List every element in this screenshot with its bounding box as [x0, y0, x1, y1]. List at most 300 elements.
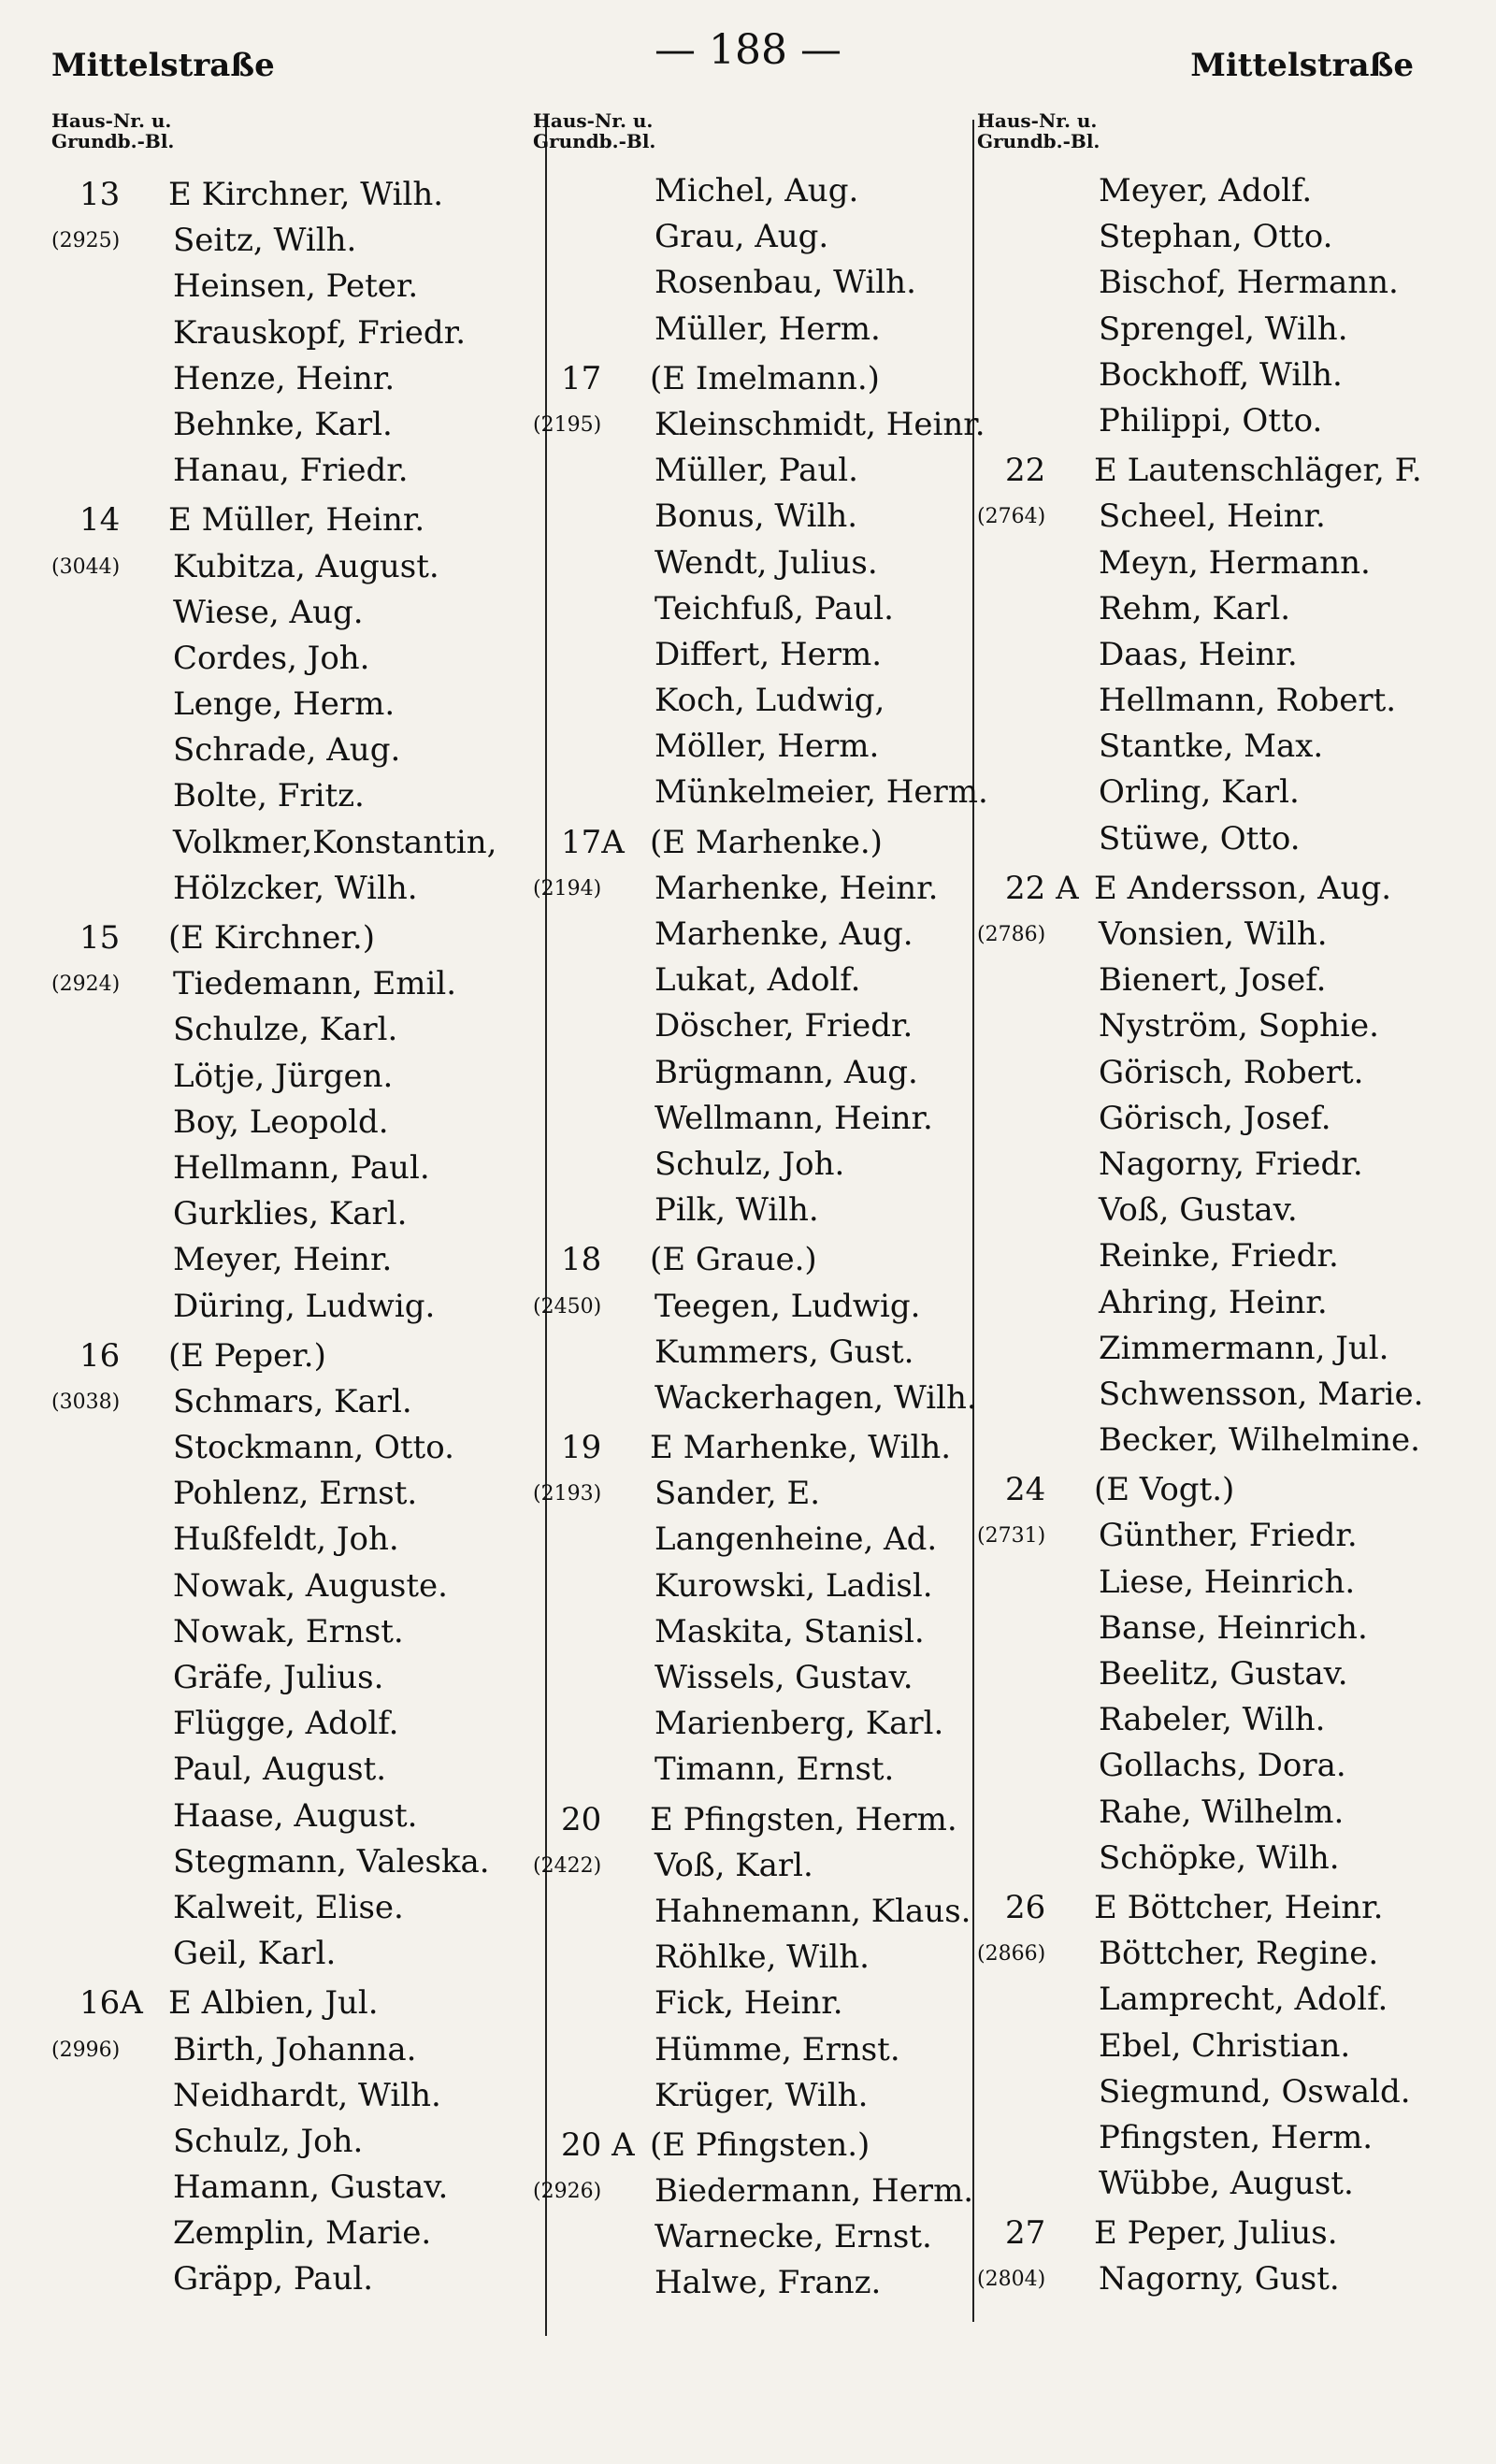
owner-entry: (E Marhenke.) [650, 823, 883, 861]
resident-name: Döscher, Friedr. [654, 1007, 913, 1045]
column-2 [533, 109, 988, 2307]
grundbuch-number: (2925) [51, 229, 121, 253]
directory-entry [51, 728, 500, 773]
directory-entry [977, 1885, 1426, 1931]
directory-entry [51, 544, 500, 590]
directory-entry [977, 1467, 1426, 1513]
directory-entry [533, 1096, 982, 1142]
directory-entry [51, 1146, 500, 1191]
directory-entry [977, 1560, 1426, 1606]
directory-entry [977, 1606, 1426, 1651]
directory-entry [977, 770, 1426, 815]
house-number: 26 [1005, 1888, 1046, 1926]
directory-entry [533, 1889, 982, 1935]
owner-entry: E Müller, Heinr. [168, 501, 425, 540]
column-header [51, 110, 500, 168]
resident-name: Gollachs, Dora. [1099, 1747, 1346, 1785]
resident-name: Marhenke, Aug. [654, 915, 913, 953]
directory-entry [51, 636, 500, 682]
directory-entry [533, 260, 982, 306]
directory-entry [533, 1935, 982, 1981]
directory-entry [533, 1376, 982, 1421]
resident-name: Haase, August. [173, 1796, 418, 1835]
resident-name: Scheel, Heinr. [1099, 497, 1326, 536]
directory-entry [533, 448, 982, 494]
resident-name: Cordes, Joh. [173, 639, 370, 677]
directory-entry [977, 168, 1426, 214]
resident-name: Voß, Karl. [654, 1846, 813, 1884]
resident-name: Hellmann, Paul. [173, 1148, 430, 1187]
grundbuch-number: (2194) [533, 876, 602, 901]
directory-entry [977, 678, 1426, 724]
column-3 [977, 110, 1426, 2303]
directory-entry [51, 497, 500, 543]
grundbuch-number: (2195) [533, 412, 602, 437]
directory-entry [977, 1280, 1426, 1326]
resident-name: Stantke, Max. [1099, 728, 1324, 766]
directory-entry [51, 820, 500, 866]
resident-name: Pohlenz, Ernst. [173, 1475, 418, 1513]
resident-name: Pfingsten, Herm. [1099, 2118, 1374, 2156]
directory-entry [977, 1233, 1426, 1279]
directory-entry [977, 1743, 1426, 1789]
resident-name: Banse, Heinrich. [1099, 1608, 1368, 1647]
resident-name: Lukat, Adolf. [654, 961, 861, 1000]
column-header-line: Grundb.-Bl. [977, 130, 1100, 152]
directory-entry [977, 2161, 1426, 2207]
resident-name: Flügge, Adolf. [173, 1705, 399, 1743]
directory-entry [533, 307, 982, 353]
resident-name: Daas, Heinr. [1099, 635, 1298, 673]
owner-entry: E Pfingsten, Herm. [650, 1800, 957, 1838]
directory-entry [51, 2119, 500, 2165]
directory-entry [51, 1379, 500, 1425]
resident-name: Stockmann, Otto. [173, 1429, 454, 1467]
directory-entry [977, 1142, 1426, 1188]
resident-name: Günther, Friedr. [1099, 1517, 1358, 1555]
resident-name: Ahring, Heinr. [1099, 1283, 1328, 1321]
directory-entry [51, 1191, 500, 1237]
directory-entry [977, 353, 1426, 398]
resident-name: Philippi, Otto. [1099, 401, 1323, 439]
house-number: 20 A [561, 2125, 635, 2164]
resident-name: Stegmann, Valeska. [173, 1842, 490, 1880]
resident-name: Rabeler, Wilh. [1099, 1701, 1326, 1739]
grundbuch-number: (2804) [977, 2268, 1046, 2292]
directory-entry [533, 1843, 982, 1889]
owner-entry: (E Peper.) [168, 1336, 326, 1375]
directory-entry [533, 540, 982, 586]
directory-entry [533, 356, 982, 402]
resident-name: Becker, Wilhelmine. [1099, 1421, 1420, 1460]
resident-name: Möller, Herm. [654, 728, 880, 766]
directory-entry [533, 1517, 982, 1563]
resident-name: Volkmer,Konstantin, [173, 823, 497, 861]
grundbuch-number: (3038) [51, 1390, 121, 1414]
directory-entry [533, 678, 982, 724]
resident-name: Geil, Karl. [173, 1935, 337, 1973]
owner-entry: E Peper, Julius. [1094, 2214, 1338, 2253]
directory-entry [977, 2024, 1426, 2069]
directory-entry [977, 2256, 1426, 2302]
directory-entry [533, 724, 982, 770]
house-number: 22 [1005, 452, 1046, 490]
directory-entry [977, 1418, 1426, 1463]
directory-entry [51, 1471, 500, 1517]
directory-entry [977, 448, 1426, 494]
directory-entry [51, 590, 500, 636]
house-number: 14 [79, 501, 121, 540]
grundbuch-number: (3044) [51, 555, 121, 579]
directory-entry [533, 494, 982, 540]
directory-entry [533, 2073, 982, 2119]
directory-entry [533, 2123, 982, 2169]
grundbuch-number: (2764) [977, 505, 1046, 529]
resident-name: Schulz, Joh. [654, 1145, 845, 1183]
directory-entry [51, 1981, 500, 2026]
directory-entry [51, 1701, 500, 1747]
resident-name: Bockhoff, Wilh. [1099, 355, 1343, 394]
resident-name: Warnecke, Ernst. [654, 2218, 932, 2256]
directory-entry [977, 1096, 1426, 1142]
grundbuch-number: (2786) [977, 923, 1046, 946]
house-number: 19 [561, 1429, 602, 1467]
resident-name: Rahe, Wilhelm. [1099, 1793, 1345, 1831]
directory-entry [533, 1284, 982, 1330]
house-number: 20 [561, 1800, 602, 1838]
directory-entry [533, 1142, 982, 1188]
directory-entry [51, 2073, 500, 2119]
resident-name: Hußfeldt, Joh. [173, 1520, 399, 1559]
directory-entry [977, 1697, 1426, 1743]
resident-name: Görisch, Josef. [1099, 1099, 1331, 1137]
directory-entry [533, 168, 982, 214]
house-number: 17A [561, 823, 625, 861]
resident-name: Münkelmeier, Herm. [654, 773, 988, 812]
directory-entry [533, 632, 982, 678]
resident-name: Kurowski, Ladisl. [654, 1566, 933, 1605]
owner-entry: (E Pfingsten.) [650, 2125, 870, 2164]
directory-entry [533, 1425, 982, 1471]
owner-entry: E Böttcher, Heinr. [1094, 1888, 1384, 1926]
resident-name: Seitz, Wilh. [173, 222, 357, 260]
resident-name: Gräpp, Paul. [173, 2260, 374, 2298]
directory-entry [51, 1931, 500, 1977]
resident-name: Kleinschmidt, Heinr. [654, 405, 985, 443]
directory-entry [533, 1797, 982, 1843]
directory-entry [977, 540, 1426, 586]
resident-name: Paul, August. [173, 1751, 387, 1789]
directory-entry [533, 912, 982, 958]
resident-name: Sprengel, Wilh. [1099, 310, 1348, 348]
resident-name: Michel, Aug. [654, 172, 859, 209]
column-header-line: Haus-Nr. u. [51, 109, 172, 132]
grundbuch-number: (2422) [533, 1853, 602, 1878]
resident-name: Nyström, Sophie. [1099, 1007, 1379, 1045]
directory-entry [533, 1747, 982, 1793]
resident-name: Bonus, Wilh. [654, 497, 858, 536]
resident-name: Orling, Karl. [1099, 773, 1300, 812]
resident-name: Nowak, Ernst. [173, 1612, 404, 1650]
resident-name: Voß, Gustav. [1099, 1191, 1298, 1230]
resident-name: Schrade, Aug. [173, 731, 401, 770]
directory-entry [977, 214, 1426, 260]
directory-entry [51, 1284, 500, 1330]
resident-name: Maskita, Stanisl. [654, 1612, 925, 1650]
resident-name: Wiese, Aug. [173, 593, 364, 631]
directory-entry [533, 402, 985, 448]
grundbuch-number: (2924) [51, 973, 121, 997]
resident-name: Marienberg, Karl. [654, 1705, 944, 1743]
column-header [977, 110, 1426, 168]
directory-entry [977, 1513, 1426, 1559]
directory-entry [533, 1188, 982, 1233]
grundbuch-number: (2926) [533, 2180, 602, 2204]
resident-name: Halwe, Franz. [654, 2264, 882, 2302]
directory-entry [51, 264, 500, 310]
resident-name: Kummers, Gust. [654, 1333, 914, 1371]
directory-entry [977, 398, 1426, 444]
house-number: 16 [79, 1336, 121, 1375]
resident-name: Nagorny, Friedr. [1099, 1145, 1363, 1183]
owner-entry: (E Imelmann.) [650, 359, 880, 397]
resident-name: Zemplin, Marie. [173, 2214, 432, 2253]
directory-entry [51, 1747, 500, 1793]
owner-entry: E Albien, Jul. [168, 1984, 379, 2023]
directory-entry [51, 1007, 500, 1053]
resident-name: Sander, E. [654, 1475, 821, 1513]
directory-entry [977, 1931, 1426, 1977]
column-header-line: Grundb.-Bl. [51, 130, 175, 152]
resident-name: Müller, Herm. [654, 310, 881, 348]
resident-name: Zimmermann, Jul. [1099, 1329, 1389, 1367]
resident-name: Hümme, Ernst. [654, 2030, 900, 2068]
resident-name: Wellmann, Heinr. [654, 1099, 933, 1137]
resident-name: Grau, Aug. [654, 218, 829, 256]
resident-name: Kalweit, Elise. [173, 1888, 404, 1926]
grundbuch-number: (2731) [977, 1524, 1046, 1549]
directory-entry [533, 1701, 982, 1747]
resident-name: Differt, Herm. [654, 635, 883, 673]
resident-name: Lenge, Herm. [173, 685, 396, 724]
directory-entry [533, 214, 982, 260]
resident-name: Nagorny, Gust. [1099, 2260, 1340, 2298]
directory-entry [977, 1372, 1426, 1418]
resident-name: Rosenbau, Wilh. [654, 264, 916, 302]
resident-name: Rehm, Karl. [1099, 589, 1291, 627]
directory-entry [51, 2211, 500, 2256]
directory-entry [51, 172, 500, 218]
resident-name: Schwensson, Marie. [1099, 1375, 1424, 1413]
running-head-left: Mittelstraße [51, 47, 275, 84]
resident-name: Hellmann, Robert. [1099, 682, 1397, 720]
resident-name: Fick, Heinr. [654, 1984, 843, 2023]
directory-entry [533, 2260, 982, 2306]
directory-entry [51, 1425, 500, 1471]
directory-entry [533, 1609, 982, 1655]
resident-name: Gurklies, Karl. [173, 1195, 408, 1233]
directory-entry [977, 632, 1426, 678]
directory-entry [533, 2214, 982, 2260]
resident-name: Lötje, Jürgen. [173, 1057, 394, 1095]
directory-entry [533, 1330, 982, 1376]
directory-entry [51, 1794, 500, 1839]
directory-entry [977, 1790, 1426, 1836]
owner-entry: (E Vogt.) [1094, 1471, 1235, 1509]
house-number: 24 [1005, 1471, 1046, 1509]
owner-entry: E Lautenschläger, F. [1094, 452, 1422, 490]
column-header-line: Grundb.-Bl. [533, 130, 656, 152]
house-number: 15 [79, 919, 121, 957]
owner-entry: E Andersson, Aug. [1094, 869, 1392, 907]
resident-name: Hanau, Friedr. [173, 452, 409, 490]
resident-name: Nowak, Auguste. [173, 1566, 448, 1605]
directory-entry [533, 1003, 982, 1049]
resident-name: Bienert, Josef. [1099, 961, 1327, 1000]
resident-name: Meyer, Heinr. [173, 1241, 393, 1279]
resident-name: Hamann, Gustav. [173, 2169, 449, 2207]
resident-name: Ebel, Christian. [1099, 2026, 1351, 2065]
resident-name: Reinke, Friedr. [1099, 1237, 1339, 1275]
directory-entry [977, 912, 1426, 958]
directory-entry [51, 2256, 500, 2302]
resident-name: Tiedemann, Emil. [173, 965, 457, 1003]
directory-entry [51, 1054, 500, 1100]
directory-entry [51, 2165, 500, 2211]
directory-entry [51, 310, 500, 356]
directory-entry [51, 1517, 500, 1563]
resident-name: Marhenke, Heinr. [654, 869, 939, 907]
directory-entry [51, 448, 500, 494]
directory-entry [533, 1237, 982, 1283]
house-number: 17 [561, 359, 602, 397]
directory-entry [533, 586, 982, 632]
resident-name: Müller, Paul. [654, 452, 858, 490]
resident-name: Görisch, Robert. [1099, 1053, 1364, 1091]
resident-name: Wendt, Julius. [654, 543, 878, 582]
directory-entry [51, 1885, 500, 1931]
resident-name: Stüwe, Otto. [1099, 819, 1301, 857]
owner-entry: (E Graue.) [650, 1241, 817, 1279]
resident-name: Bischof, Hermann. [1099, 264, 1399, 302]
directory-entry [977, 586, 1426, 632]
resident-name: Lamprecht, Adolf. [1099, 1981, 1388, 2019]
directory-entry [977, 1836, 1426, 1881]
resident-name: Hölzcker, Wilh. [173, 869, 418, 907]
directory-entry [51, 1563, 500, 1609]
grundbuch-number: (2193) [533, 1482, 602, 1506]
directory-entry [977, 724, 1426, 770]
directory-entry [533, 1981, 982, 2026]
directory-entry [51, 866, 500, 912]
resident-name: Schulz, Joh. [173, 2122, 364, 2160]
resident-name: Koch, Ludwig, [654, 682, 885, 720]
directory-entry [977, 1188, 1426, 1233]
column-header-line: Haus-Nr. u. [533, 109, 654, 132]
directory-entry [533, 1655, 982, 1701]
directory-entry [977, 307, 1426, 353]
resident-name: Krauskopf, Friedr. [173, 313, 467, 352]
directory-entry [51, 1333, 500, 1379]
resident-name: Biedermann, Herm. [654, 2172, 974, 2211]
directory-entry [533, 770, 988, 815]
resident-name: Wackerhagen, Wilh. [654, 1378, 977, 1417]
resident-name: Wübbe, August. [1099, 2165, 1354, 2203]
directory-entry [977, 958, 1426, 1003]
resident-name: Stephan, Otto. [1099, 218, 1333, 256]
directory-entry [977, 1326, 1426, 1372]
directory-entry [977, 1050, 1426, 1096]
directory-entry [977, 1651, 1426, 1697]
resident-name: Röhlke, Wilh. [654, 1938, 870, 1977]
resident-name: Langenheine, Ad. [654, 1520, 938, 1559]
resident-name: Meyer, Adolf. [1099, 172, 1313, 209]
resident-name: Pilk, Wilh. [654, 1191, 819, 1230]
resident-name: Schöpke, Wilh. [1099, 1838, 1340, 1877]
page-number: — 188 — [654, 26, 842, 74]
directory-entry [51, 682, 500, 728]
column-header-line: Haus-Nr. u. [977, 109, 1098, 132]
directory-entry [51, 915, 500, 961]
house-number: 13 [79, 176, 121, 213]
directory-entry [533, 1050, 982, 1096]
directory-entry [533, 1563, 982, 1609]
resident-name: Hahnemann, Klaus. [654, 1892, 971, 1930]
directory-entry [533, 866, 982, 912]
resident-name: Teegen, Ludwig. [654, 1287, 921, 1325]
resident-name: Kubitza, August. [173, 547, 439, 585]
directory-entry [977, 2115, 1426, 2161]
owner-entry: E Kirchner, Wilh. [168, 176, 444, 213]
directory-entry [533, 958, 982, 1003]
resident-name: Düring, Ludwig. [173, 1287, 436, 1325]
resident-name: Teichfuß, Paul. [654, 589, 894, 627]
house-number: 16A [79, 1984, 143, 2023]
owner-entry: E Marhenke, Wilh. [650, 1429, 952, 1467]
directory-entry [977, 1003, 1426, 1049]
resident-name: Boy, Leopold. [173, 1102, 389, 1141]
resident-name: Timann, Ernst. [654, 1751, 895, 1789]
directory-entry [977, 2211, 1426, 2256]
house-number: 22 A [1005, 869, 1079, 907]
directory-entry [51, 773, 500, 819]
resident-name: Liese, Heinrich. [1099, 1563, 1356, 1601]
directory-entry [533, 2027, 982, 2073]
directory-entry [533, 820, 982, 866]
directory-entry [977, 260, 1426, 306]
resident-name: Bolte, Fritz. [173, 777, 365, 815]
running-head-right: Mittelstraße [1190, 47, 1414, 84]
column-header [533, 110, 982, 168]
directory-entry [977, 494, 1426, 540]
resident-name: Behnke, Karl. [173, 405, 393, 443]
resident-name: Gräfe, Julius. [173, 1659, 384, 1696]
column-1 [51, 110, 500, 2303]
directory-entry [51, 218, 500, 264]
resident-name: Schulze, Karl. [173, 1011, 398, 1049]
directory-entry [533, 1471, 982, 1517]
directory-entry [51, 961, 500, 1007]
resident-name: Böttcher, Regine. [1099, 1935, 1379, 1973]
directory-entry [977, 816, 1426, 862]
directory-entry [977, 1977, 1426, 2023]
grundbuch-number: (2866) [977, 1942, 1046, 1967]
directory-entry [51, 1609, 500, 1655]
directory-entry [977, 866, 1426, 912]
resident-name: Schmars, Karl. [173, 1382, 412, 1420]
directory-entry [51, 402, 500, 448]
resident-name: Heinsen, Peter. [173, 267, 419, 306]
